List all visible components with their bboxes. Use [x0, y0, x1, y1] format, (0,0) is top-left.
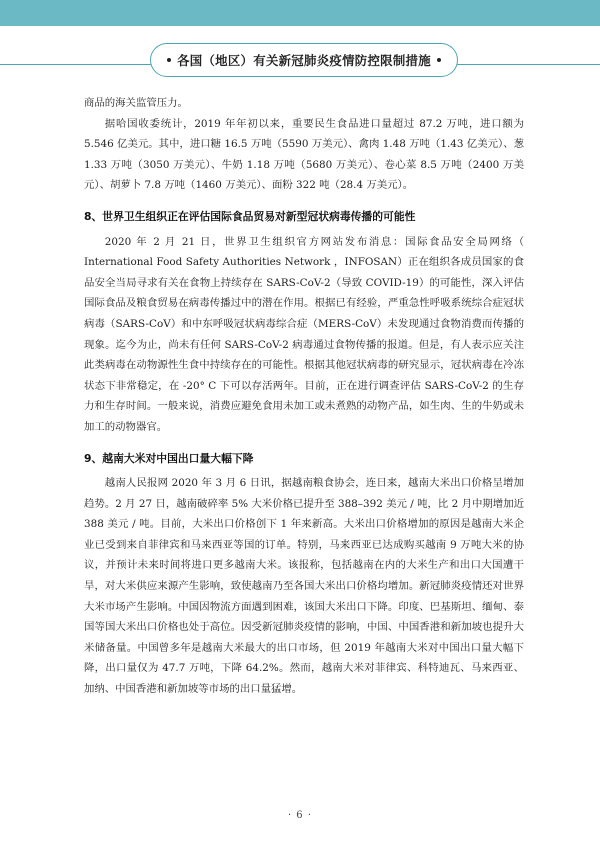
section-9-title: 9、越南大米对中国出口量大幅下降	[84, 451, 254, 465]
header-band	[0, 0, 600, 26]
section-8-paragraph: 2020 年 2 月 21 日，世界卫生组织官方网站发布消息：国际食品安全局网络（ International Food Safety Authorities Network ，INFOSAN）正在组织各成员国家的食品安全当局寻求有关在食物上持续存在 SARS-CoV-2（导致 COVID-19）的可能性，深入评估国际食品及粮食贸易在病毒传播过中的潜在作用。根据已有经验，严重急性呼吸系统综合症冠状病毒（SARS-CoV）和中东呼吸冠状病毒综合症（MERS-CoV）未发现通过食物消费而传播的现象。迄今为止，尚未有任何 SARS-CoV-2 病毒通过食物传播的报道。但是，有人表示应关注此类病毒在动物源性生食中持续存在的可能性。根据其他冠状病毒的研究显示，冠状病毒在冷冻状态下非常稳定，在 -20° C 下可以存活两年。目前，正在进行调查评估 SARS-CoV-2 的生存力和生存时间。一般来说，消费应避免食用未加工或未煮熟的动物产品，如生肉、生的牛奶或未加工的动物器官。	[84, 235, 524, 433]
bullet-dot-left	[167, 58, 171, 62]
running-header-title: 各国（地区）有关新冠肺炎疫情防控限制措施	[177, 53, 431, 68]
page-body	[84, 93, 524, 700]
bullet-dot-right	[437, 58, 441, 62]
running-header	[150, 43, 458, 77]
paragraph-continuation: 商品的海关监管压力。	[84, 97, 188, 109]
page-number: · 6 ·	[287, 810, 313, 821]
section-8-title: 8、世界卫生组织正在评估国际食品贸易对新型冠状病毒传播的可能性	[84, 209, 416, 223]
paragraph-food-imports: 据哈国收委统计，2019 年年初以来，重要民生食品进口量超过 87.2 万吨，进口额为 5.546 亿美元。其中，进口糖 16.5 万吨（5590 万美元）、禽肉 1.48 万吨（1.43 亿美元）、葱 1.33 万吨（3050 万美元）、牛奶 1.18 万吨（5680 万美元）、卷心菜 8.5 万吨（2400 万美元）、胡萝卜 7.8 万吨（1460 万美元）、面粉 322 吨（28.4 万美元）。	[84, 117, 524, 192]
section-9-paragraph: 越南人民报网 2020 年 3 月 6 日讯，据越南粮食协会，连日来，越南大米出口价格呈增加趋势。2 月 27 日，越南破碎率 5% 大米价格已提升至 388–392 美元 / 吨，比 2 月中期增加近 388 美元 / 吨。目前，大米出口价格创下 1 年来新高。大米出口价格增加的原因是越南大米企业已受到来自菲律宾和马来西亚等国的订单。特别，马来西亚已达成购买越南 9 万吨大米的协议，并预计未来时间将进口更多越南大米。该报称，包括越南在内的大米生产和出口大国遭干旱，对大米供应来源产生影响，致使越南乃至各国大米出口价格均增加。新冠肺炎疫情还对世界大米市场产生影响。中国因物流方面遇到困难，该国大米出口下降。印度、巴基斯坦、缅甸、泰国等国大米出口价格也处于高位。因受新冠肺炎疫情的影响，中国、中国香港和新加坡也提升大米储备量。中国曾多年是越南大米最大的出口市场，但 2019 年越南大米对中国出口量大幅下降，出口量仅为 47.7 万吨，下降 64.2%。然而，越南大米对菲律宾、科特迪瓦、马来西亚、加纳、中国香港和新加坡等市场的出口量猛增。	[84, 477, 524, 696]
